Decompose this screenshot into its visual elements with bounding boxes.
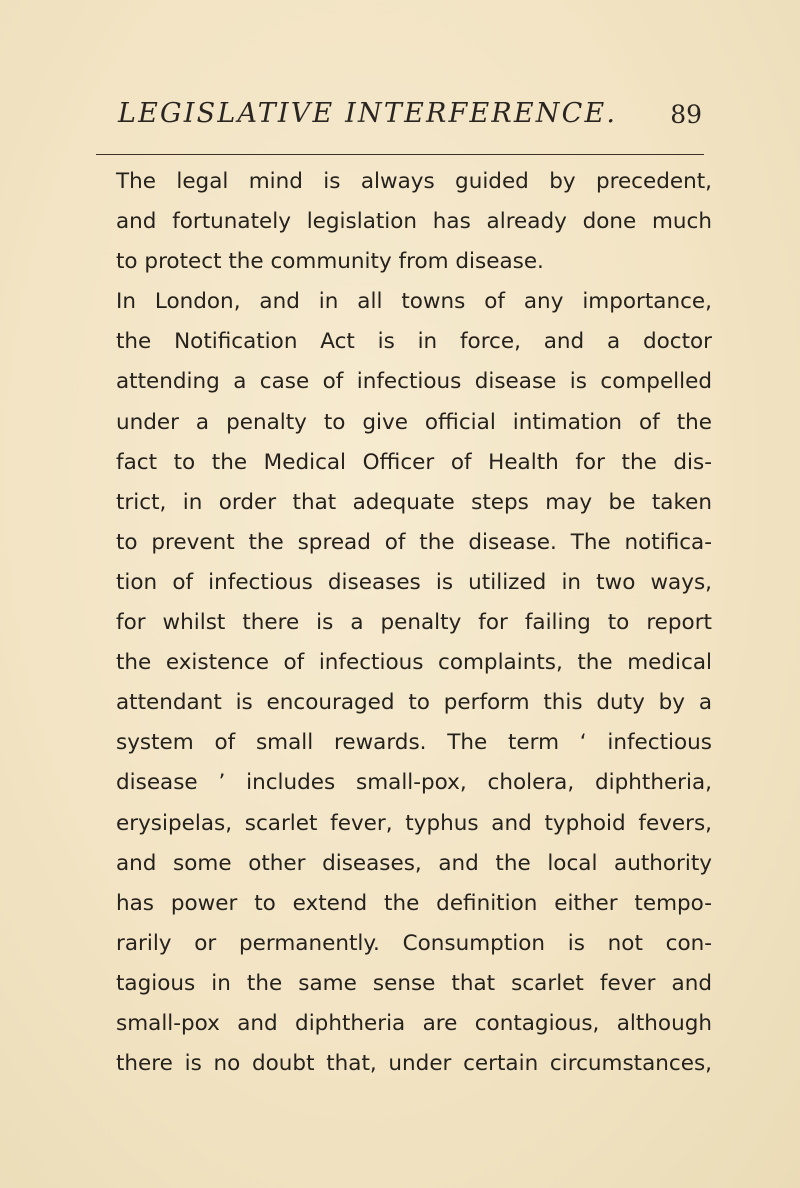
- text-line: the existence of infectious complaints, the medical: [116, 650, 712, 676]
- text-line: to prevent the spread of the disease. The notifica-: [116, 529, 712, 555]
- text-line: for whilst there is a penalty for failing to report: [116, 610, 712, 636]
- text-line: small-pox and diphtheria are contagious, although: [116, 1010, 712, 1036]
- text-line: The legal mind is always guided by precedent,: [116, 169, 712, 194]
- text-line: trict, in order that adequate steps may be taken: [116, 489, 712, 515]
- text-line: under a penalty to give official intimation of the: [116, 409, 712, 435]
- page-header: [118, 98, 718, 144]
- text-line: and fortunately legislation has already done much: [116, 209, 712, 235]
- body-text: [116, 162, 712, 1084]
- text-line: disease ’ includes small-pox, cholera, diphtheria,: [116, 770, 712, 796]
- text-line: In London, and in all towns of any importance,: [116, 289, 712, 315]
- text-line: the Notification Act is in force, and a doctor: [116, 329, 712, 355]
- text-line: tagious in the same sense that scarlet fever and: [116, 970, 712, 996]
- page-number: 89: [670, 100, 702, 129]
- text-line: there is no doubt that, under certain circumstances,: [116, 1051, 712, 1077]
- text-line: erysipelas, scarlet fever, typhus and typhoid fevers,: [116, 810, 712, 836]
- text-line: attendant is encouraged to perform this duty by a: [116, 690, 712, 716]
- text-line: tion of infectious diseases is utilized in two ways,: [116, 569, 712, 595]
- text-line: has power to extend the definition either tempo-: [116, 890, 712, 916]
- text-line: rarily or permanently. Consumption is not con-: [116, 930, 712, 956]
- header-rule: [96, 154, 704, 155]
- text-line: to protect the community from disease.: [116, 249, 544, 275]
- text-line: fact to the Medical Officer of Health for the dis-: [116, 449, 712, 475]
- running-title: LEGISLATIVE INTERFERENCE.: [118, 98, 618, 129]
- text-line: system of small rewards. The term ‘ infectious: [116, 730, 712, 756]
- text-line: attending a case of infectious disease is compelled: [116, 369, 712, 395]
- text-line: and some other diseases, and the local authority: [116, 850, 712, 876]
